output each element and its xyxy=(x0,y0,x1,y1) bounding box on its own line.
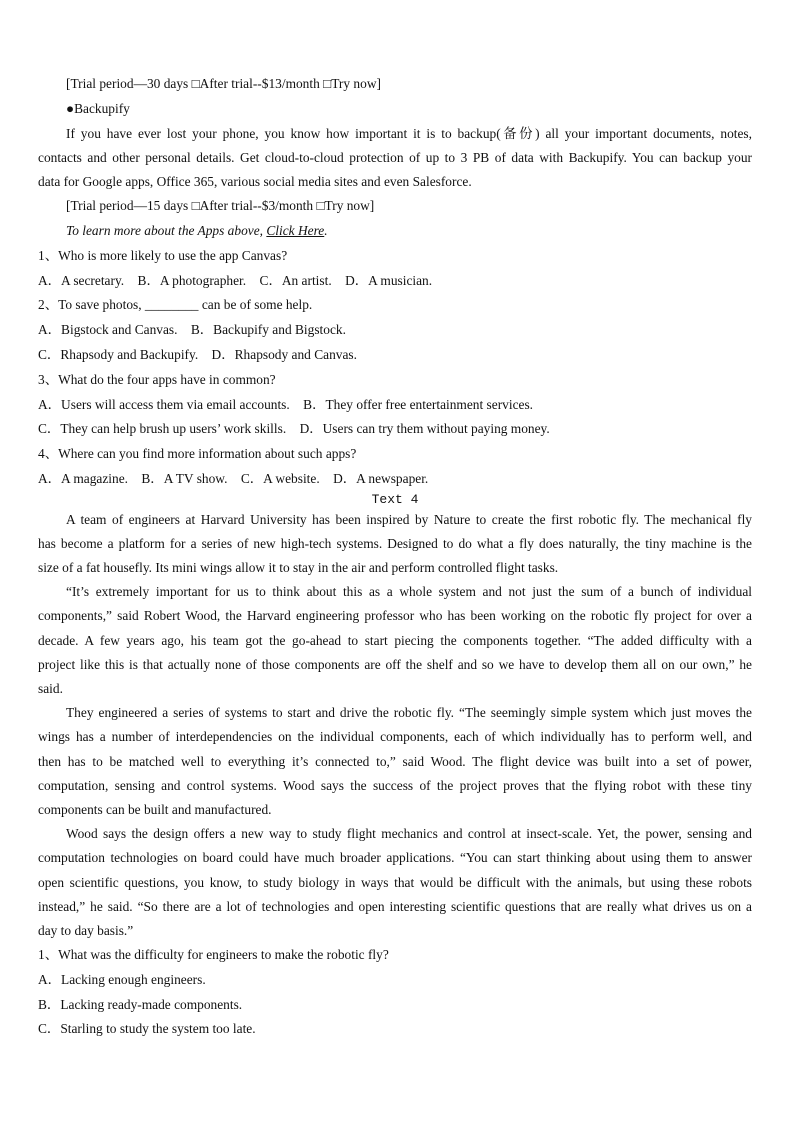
question-option: B．Lacking ready-made components. xyxy=(38,996,243,1012)
learn-more-prefix: To learn more about the Apps above, xyxy=(66,222,267,238)
question-stem: 1、What was the difficulty for engineers to make the robotic fly? xyxy=(38,947,389,963)
paragraph-line: computation technologies on board could have much broader applications. “You can start thinking about using them to answer xyxy=(38,850,752,866)
canvas-trial-line: [Trial period—30 days □After trial--$13/month □Try now] xyxy=(66,76,381,91)
paragraph-line: wings has a number of interdependencies on the individual components, each of which individually has to perform well, and xyxy=(38,729,752,745)
document-page xyxy=(38,72,752,1042)
text4-heading: Text 4 xyxy=(371,491,419,507)
paragraph-line: then has to be matched well to everything it’s connected to,” said Wood. The flight device was built into a set of power, xyxy=(38,753,752,769)
text3-question-4 xyxy=(38,442,752,492)
text4-question-1 xyxy=(38,943,752,1042)
paragraph-line: day to day basis.” xyxy=(38,922,134,938)
paragraph-line: components,” said Robert Wood, the Harvard engineering professor who has been working on the robotic fly project for over a xyxy=(38,608,752,624)
question-options: C．They can help brush up users’ work skills. D．Users can try them without paying money. xyxy=(38,421,550,437)
click-here-link[interactable]: Click Here xyxy=(266,222,325,238)
text4-paragraph-3 xyxy=(38,701,752,822)
backupify-desc-line: If you have ever lost your phone, you know how important it is to backup(备份) all your important documents, notes, xyxy=(66,125,752,141)
question-option: C．Starling to study the system too late. xyxy=(38,1021,256,1037)
text4-paragraph-1 xyxy=(38,508,752,581)
text3-question-2 xyxy=(38,293,752,367)
text3-question-1 xyxy=(38,244,752,294)
backupify-desc-line: data for Google apps, Office 365, various social media sites and even Salesforce. xyxy=(38,173,472,189)
paragraph-line: Wood says the design offers a new way to study flight mechanics and control at insect-scale. Yet, the power, sensing and xyxy=(66,826,752,842)
question-options: A．A magazine. B．A TV show. C．A website. D．A newspaper. xyxy=(38,470,429,486)
backupify-trial-line: [Trial period—15 days □After trial--$3/month □Try now] xyxy=(66,198,375,214)
paragraph-line: decade. A few years ago, his team got the go-ahead to start piecing the components together. “The added difficulty with a xyxy=(38,632,752,648)
question-stem: 2、To save photos, ________ can be of some help. xyxy=(38,297,313,313)
paragraph-line: project like this is that actually none of those components are off the shelf and so we have to develop them all on our own,” he xyxy=(38,656,752,672)
paragraph-line: has become a platform for a series of new high-tech systems. Designed to do what a fly does naturally, the tiny machine is the xyxy=(38,535,752,551)
backupify-title: ●Backupify xyxy=(66,100,130,116)
paragraph-line: size of a fat housefly. Its mini wings allow it to stay in the air and perform controlled flight tasks. xyxy=(38,560,559,576)
paragraph-line: said. xyxy=(38,681,63,697)
paragraph-line: components can be built and manufactured. xyxy=(38,801,272,817)
paragraph-line: A team of engineers at Harvard University has been inspired by Nature to create the first robotic fly. The mechanical fly xyxy=(66,511,752,527)
question-options: C．Rhapsody and Backupify. D．Rhapsody and Canvas. xyxy=(38,346,357,362)
learn-more-line xyxy=(38,219,752,244)
paragraph-line: They engineered a series of systems to start and drive the robotic fly. “The seemingly simple system which just moves the xyxy=(66,705,752,721)
paragraph-line: open scientific questions, you know, to study biology in ways that would be difficult with the animals, but using these robots xyxy=(38,874,752,890)
question-stem: 3、What do the four apps have in common? xyxy=(38,371,276,387)
text4-paragraph-4 xyxy=(38,822,752,943)
paragraph-line: “It’s extremely important for us to think about this as a whole system and not just the sum of a bunch of individual xyxy=(66,584,752,600)
question-options: A．A secretary. B．A photographer. C．An artist. D．A musician. xyxy=(38,272,433,288)
question-options: A．Bigstock and Canvas. B．Backupify and Bigstock. xyxy=(38,322,346,338)
question-options: A．Users will access them via email accounts. B．They offer free entertainment services. xyxy=(38,396,534,412)
text3-question-3 xyxy=(38,368,752,442)
text4-paragraph-2 xyxy=(38,580,752,701)
backupify-description xyxy=(38,122,752,195)
paragraph-line: instead,” he said. “So there are a lot of technologies and open interesting scientific questions that are really what drives us on a xyxy=(38,898,752,914)
question-option: A．Lacking enough engineers. xyxy=(38,971,206,987)
question-stem: 1、Who is more likely to use the app Canvas? xyxy=(38,247,288,263)
learn-more-suffix: . xyxy=(324,222,328,238)
backupify-desc-line: contacts and other personal details. Get cloud-to-cloud protection of up to 3 PB of data with Backupify. You can backup your xyxy=(38,149,752,165)
question-stem: 4、Where can you find more information about such apps? xyxy=(38,446,357,462)
paragraph-line: computation, sensing and control systems. Wood says the success of the project proves that the flying robot with these tiny xyxy=(38,777,752,793)
